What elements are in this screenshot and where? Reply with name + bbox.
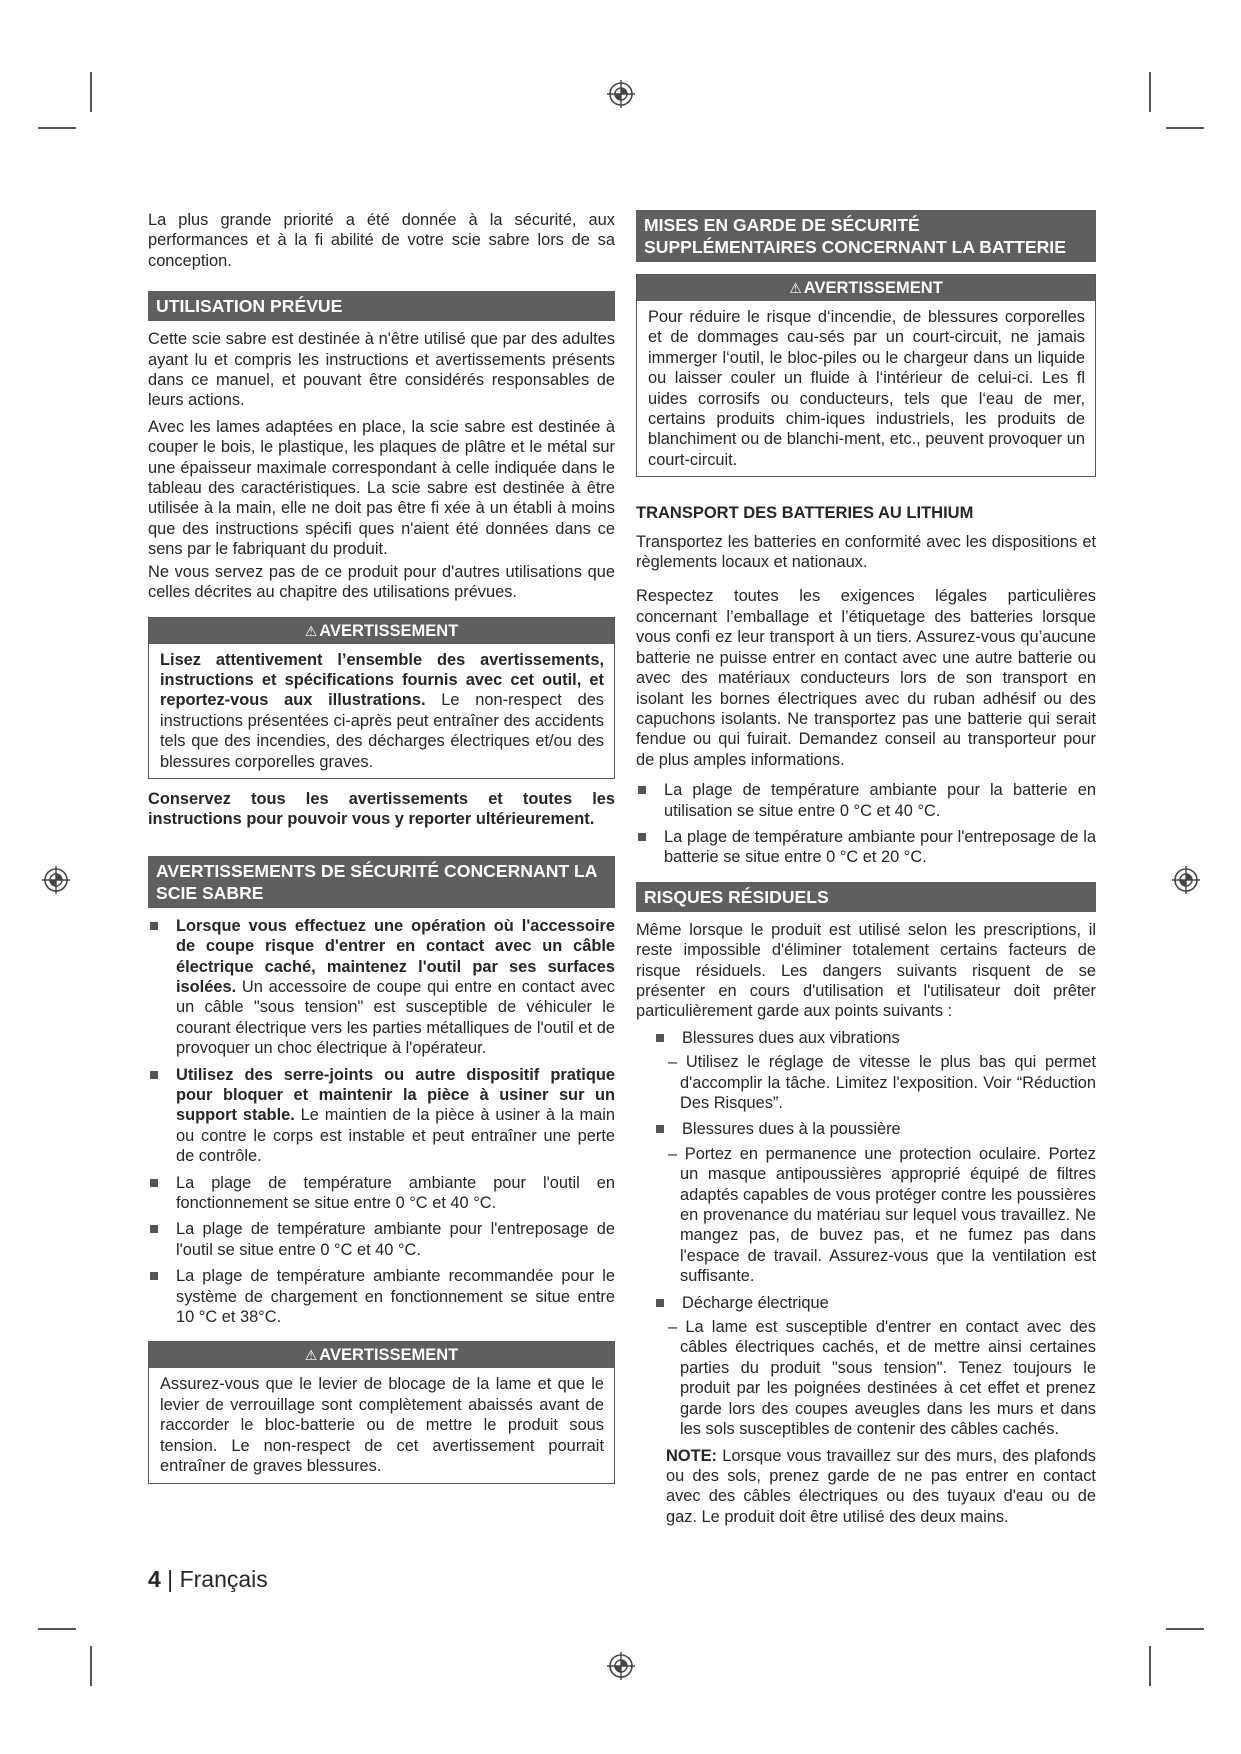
battery-safety-heading: MISES EN GARDE DE SÉCURITÉ SUPPLÉMENTAIRES CONCERNANT LA BATTERIE [636,210,1096,262]
list-item: Blessures dues à la poussière [654,1119,1096,1139]
bullet-icon [638,786,646,794]
transport-paragraph: Respectez toutes les exigences légales particulières concernant l’emballage et l’étiquetage des batteries lorsque vous confi ez leur transport à un tiers. Assurez-vous qu’aucune batterie ne puisse entrer en contact avec une autre batterie ou avec des matériaux conducteurs lors de son transport en isolant les bornes électriques avec du ruban adhésif ou des capuchons isolants. Ne transportez pas une batterie qui serait fendue ou qui fuirait. Demandez conseil au transporteur pour de plus amples informations. [636,587,1096,769]
warning-triangle-icon: ⚠ [304,1347,318,1364]
residual-risk-detail: – Portez en permanence une protection oculaire. Portez un masque antipoussières approprié équipé de filtres adaptés capables de vous protéger contre les poussières en provenance du matériau sur lequel vous travaillez. Ne mangez pas, de buvez pas, et ne fumez pas dans l'espace de travail. Assurez-vous que la ventilation est suffisante. [668,1144,1096,1286]
warning-title: AVERTISSEMENT [319,1346,459,1365]
crop-mark [90,1646,92,1686]
warning-header [149,1342,614,1368]
warning-text [149,644,614,778]
residual-note [636,1446,1096,1528]
list-item: La plage de température ambiante pour l'entreposage de la batterie se situe entre 0 °C et 20 °C. [636,827,1096,868]
crop-mark [90,72,92,112]
transport-heading: TRANSPORT DES BATTERIES AU LITHIUM [636,504,974,523]
warning-header [637,275,1095,301]
warning-header [149,618,614,644]
residual-risks-list [636,1028,1096,1048]
intended-use-paragraph: Cette scie sabre est destinée à n'être utilisé que par des adultes ayant lu et compris les instructions et avertissements présents dans ce manuel, et pouvant être considérés responsables de leurs actions. [148,330,615,410]
crop-mark [1166,1628,1204,1630]
saw-safety-heading: AVERTISSEMENTS DE SÉCURITÉ CONCERNANT LA SCIE SABRE [148,856,615,908]
intended-use-paragraph: Ne vous servez pas de ce produit pour d'autres utilisations que celles décrites au chapitre des utilisations prévues. [148,562,615,602]
list-item: Décharge électrique [654,1293,1096,1313]
warning-text: Assurez-vous que le levier de blocage de la lame et que le levier de verrouillage sont complètement abaissés avant de raccorder le bloc-batterie ou de mettre le produit sous tension. Le non-respect de cet avertissement pourrait entraîner de graves blessures. [160,1375,604,1476]
footer-separator: | [160,1566,180,1592]
intended-use-paragraph: Avec les lames adaptées en place, la scie sabre est destinée à couper le bois, le plastique, les plaques de plâtre et le métal sur une épaisseur maximale correspondant à celle indiquée dans le tableau des caractéristiques. La scie sabre est destinée à être utilisée à la main, elle ne doit pas être fi xée à un établi à moins que des instructions spécifi ques n'aient été données dans ce sens par le fabriquant du produit. [148,417,615,559]
list-item: La plage de température ambiante pour l'entreposage de l'outil se situe entre 0 °C et 40 °C. [148,1219,615,1260]
note-label: NOTE: [666,1446,717,1465]
bullet-icon [638,833,646,841]
bullet-icon [656,1125,664,1133]
right-column [636,210,1096,1533]
list-item: La plage de température ambiante pour la batterie en utilisation se situe entre 0 °C et 40 °C. [636,780,1096,821]
warning-triangle-icon: ⚠ [789,280,802,296]
warning-triangle-icon: ⚠ [304,622,318,639]
intro-paragraph: La plus grande priorité a été donnée à la sécurité, aux performances et à la fi abilité de votre scie sabre lors de sa conception. [148,211,615,270]
list-item: Utilisez des serre-joints ou autre dispositif pratique pour bloquer et maintenir la pièce à usiner sur un support stable. Le maintien de la pièce à usiner à la main ou contre le corps est instable et peut entraîner une perte de contrôle. [148,1065,615,1167]
crop-mark [1149,1646,1151,1686]
intended-use-heading: UTILISATION PRÉVUE [148,291,615,321]
residual-risks-intro: Même lorsque le produit est utilisé selon les prescriptions, il reste impossible d'éliminer totalement certains facteurs de risque résiduels. Les dangers suivants risquent de se présenter en cours d'utilisation et l'utilisateur doit prêter particulièrement garde aux points suivants : [636,920,1096,1021]
registration-mark-icon [1172,866,1200,894]
keep-instructions-note: Conservez tous les avertissements et toutes les instructions pour pouvoir vous y reporter ultérieurement. [148,789,615,829]
battery-temperature-list [636,780,1096,868]
registration-mark-icon [607,1652,635,1680]
warning-text: Pour réduire le risque d‘incendie, de blessures corporelles et de dommages cau-sés par un court-circuit, ne jamais immerger l‘outil, le bloc-piles ou le chargeur dans un liquide ou laisser couler un fluide à l‘intérieur de celui-ci. Les fl uides corrosifs ou conducteurs, tels que l‘eau de mer, certains produits chim-iques industriels, les produits de blanchiment ou de blanchi-ment, etc., peuvent provoquer un court-circuit. [648,308,1085,469]
warning-box [148,1341,615,1483]
crop-mark [1166,127,1204,129]
warning-body-text: Le non-respect des instructions présentées ci-après peut entraîner des accidents tels que des incendies, des décharges électriques et/ou des blessures corporelles graves. [160,691,604,771]
list-item: La plage de température ambiante recommandée pour le système de chargement en fonctionnement se situe entre 10 °C et 38°C. [148,1266,615,1327]
transport-paragraph: Transportez les batteries en conformité avec les dispositions et règlements locaux et nationaux. [636,532,1096,572]
registration-mark-icon [42,866,70,894]
crop-mark [1149,72,1151,112]
left-column [148,210,615,1494]
residual-risks-list [636,1119,1096,1139]
crop-mark [38,127,76,129]
bullet-icon [150,1071,158,1079]
bullet-icon [150,1272,158,1280]
saw-safety-list [148,916,615,1328]
warning-bold-text: Lisez attentivement l’ensemble des avertissements, instructions et spécifications fournis avec cet outil, et reportez-vous aux illustrations. [160,650,604,710]
residual-risks-list [636,1293,1096,1313]
residual-risks-heading: RISQUES RÉSIDUELS [636,882,1096,912]
bullet-icon [656,1299,664,1307]
bullet-icon [150,1179,158,1187]
bullet-icon [150,1225,158,1233]
warning-box [148,617,615,779]
residual-risk-detail: – Utilisez le réglage de vitesse le plus bas qui permet d'accomplir la tâche. Limitez l'exposition. Voir “Réduction Des Risques”. [668,1053,1096,1112]
warning-title: AVERTISSEMENT [319,621,459,640]
page-number: 4 [148,1566,161,1592]
list-item: Lorsque vous effectuez une opération où l'accessoire de coupe risque d'entrer en contact avec un câble électrique caché, maintenez l'outil par ses surfaces isolées. Un accessoire de coupe qui entre en contact avec un câble "sous tension" est susceptible de véhiculer le courant électrique vers les parties métalliques de l'outil et de provoquer un choc électrique à l'opérateur. [148,916,615,1059]
bullet-icon [150,922,158,930]
footer-language: Français [179,1566,268,1592]
registration-mark-icon [607,80,635,108]
warning-box [636,274,1096,477]
residual-risk-detail: – La lame est susceptible d'entrer en contact avec des câbles électriques cachés, et de mettre ainsi certaines parties du produit "sous tension". Tenez toujours le produit par les poignées destinées à cet effet et prenez garde lors des coupes aveugles dans les murs et dans les sols susceptibles de contenir des câbles cachés. [668,1318,1096,1439]
page-footer [148,1566,268,1593]
list-item: La plage de température ambiante pour l'outil en fonctionnement se situe entre 0 °C et 40 °C. [148,1173,615,1214]
bullet-icon [656,1034,664,1042]
note-text: Lorsque vous travaillez sur des murs, des plafonds ou des sols, prenez garde de ne pas entrer en contact avec des câbles électriques ou des tuyaux d'eau ou de gaz. Le produit doit être utilisé des deux mains. [666,1446,1096,1526]
list-item: Blessures dues aux vibrations [654,1028,1096,1048]
crop-mark [38,1628,76,1630]
warning-title: AVERTISSEMENT [803,279,943,297]
